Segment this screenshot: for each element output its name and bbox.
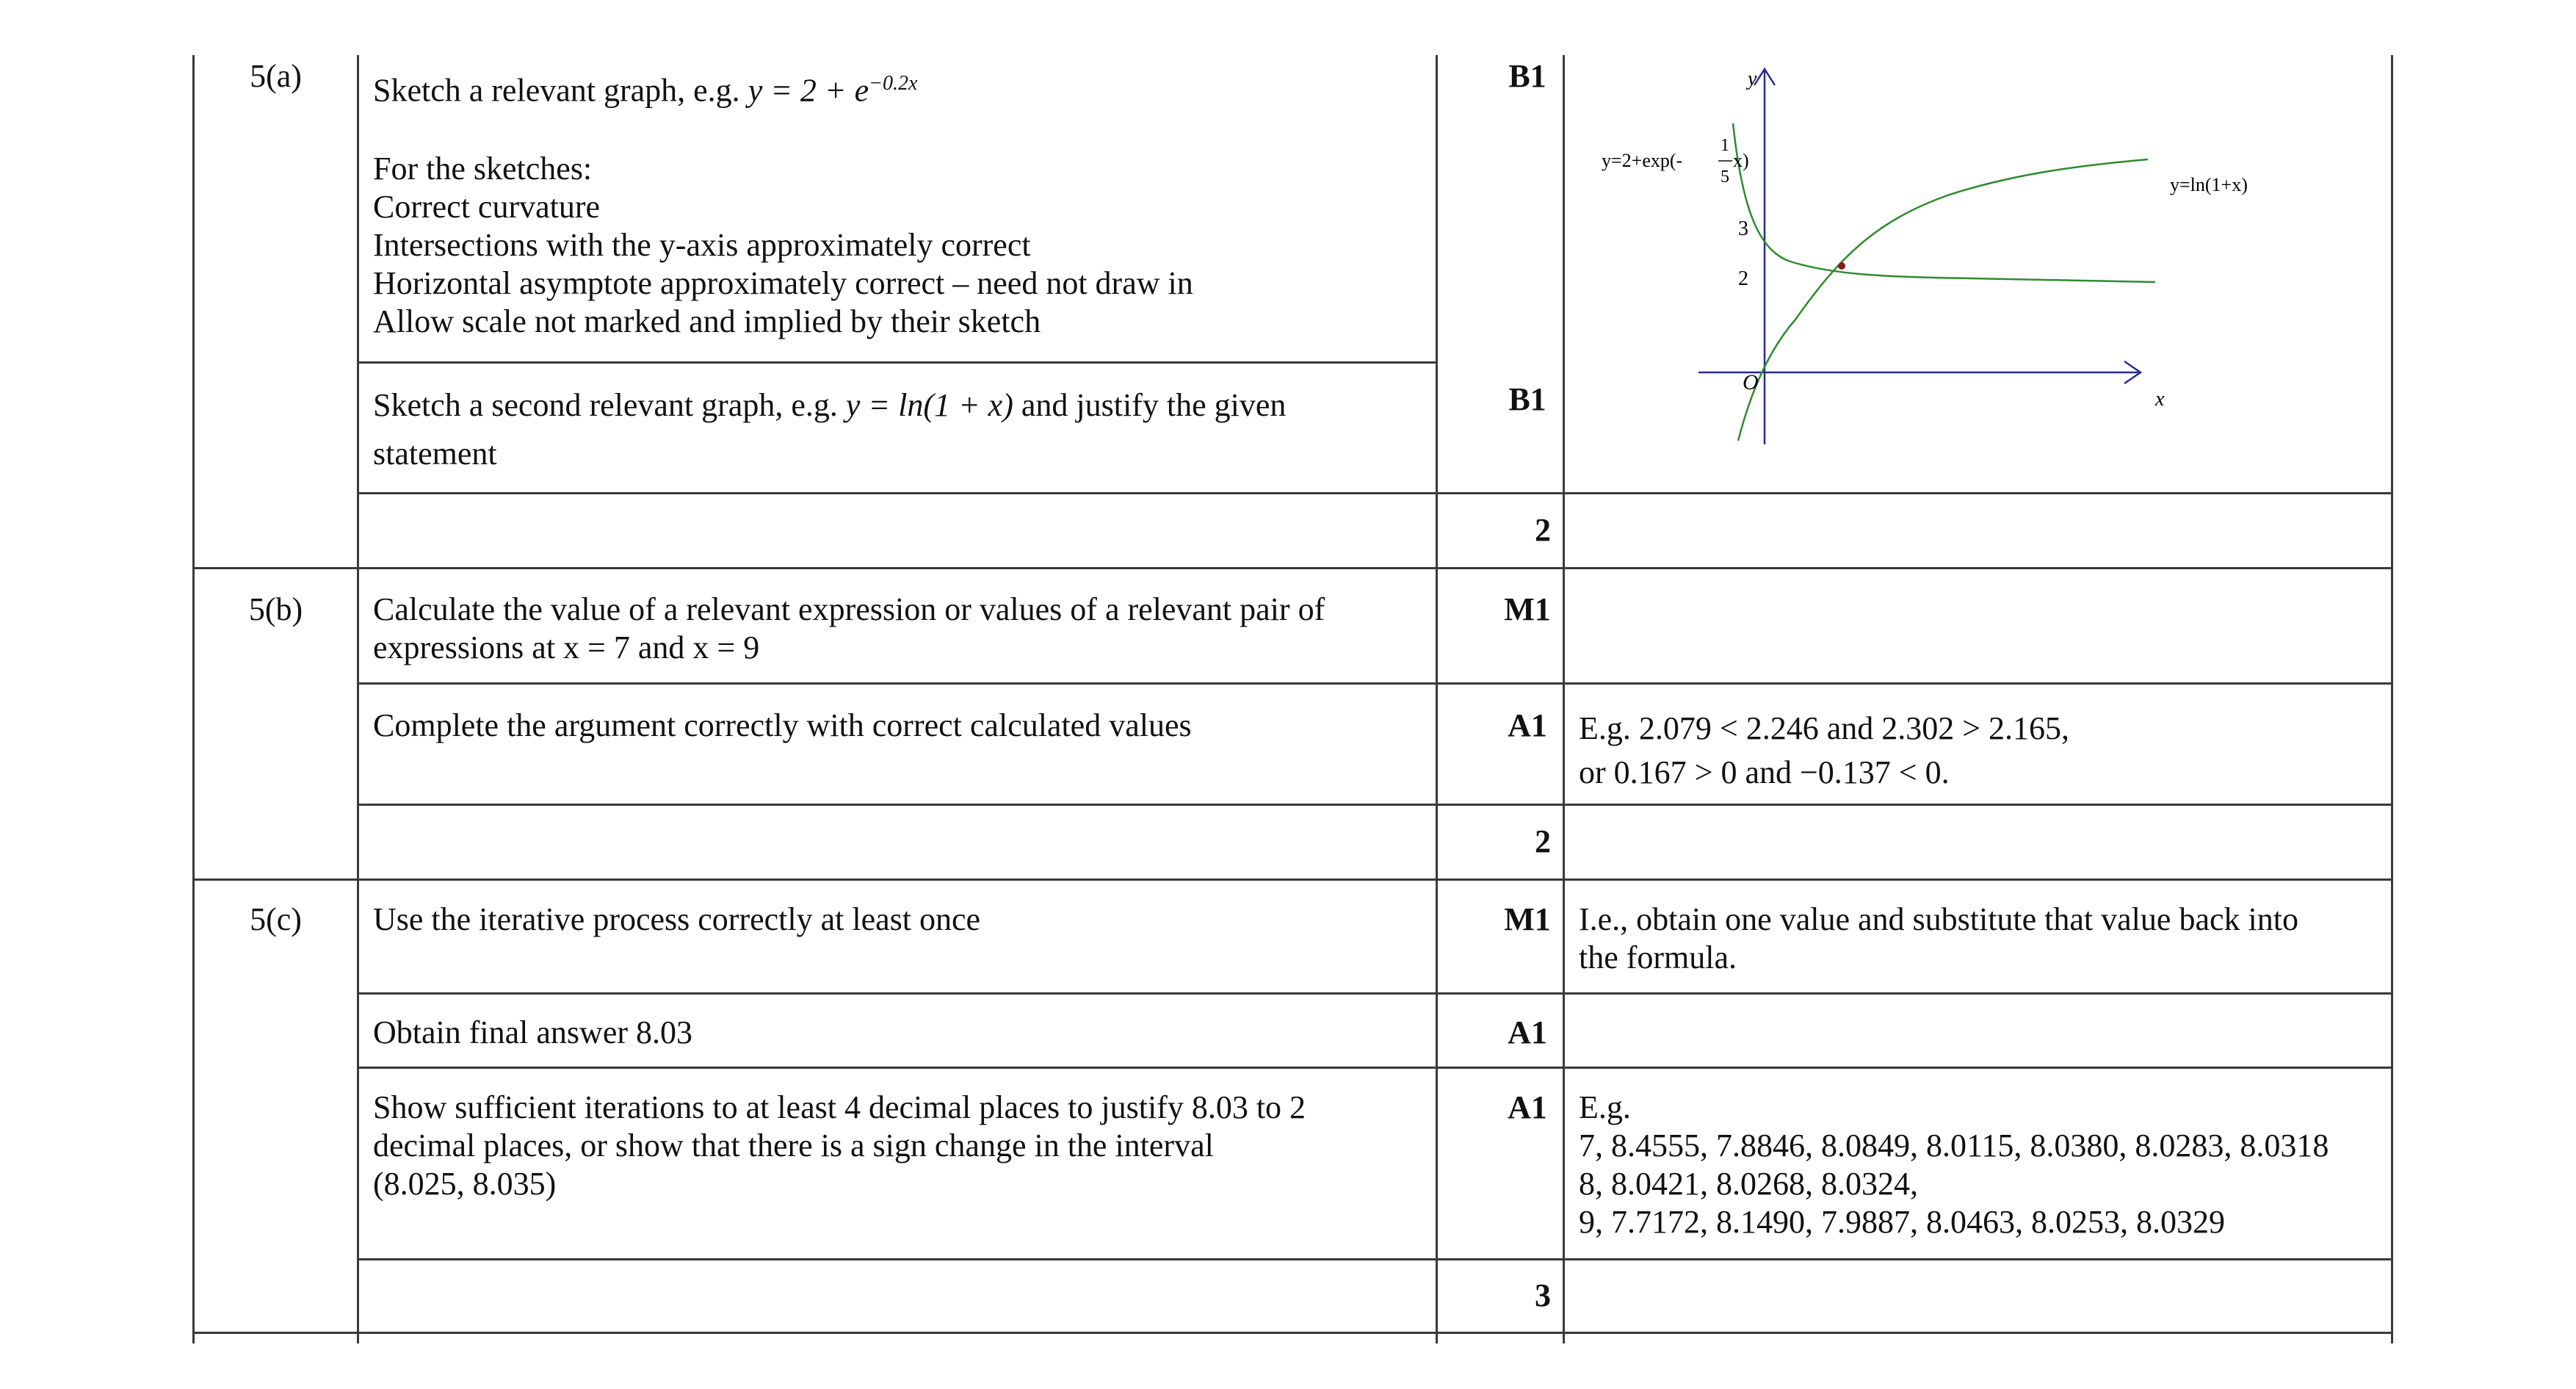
answer-text [373,591,1423,667]
guidance-line: E.g. [1579,1089,1631,1125]
total-marks: 2 [1535,512,1551,548]
math-expression: y = 2 + e [748,72,869,109]
note-line: Intersections with the y-axis approximately correct [373,227,1031,263]
note-line: Horizontal asymptote approximately correct – need not draw in [373,265,1193,301]
answer-text [373,1089,1423,1203]
curve-exp-label-den: 5 [1721,167,1729,187]
total-marks: 3 [1535,1277,1551,1313]
answer-line2: decimal places, or show that there is a sign change in the interval [373,1128,1214,1163]
mark-code: A1 [1508,707,1547,743]
curve-exp [1733,123,2155,282]
curve-exp-label-b: x) [1733,150,1749,171]
mark-code: A1 [1508,1014,1547,1050]
answer-prefix: Sketch a relevant graph, e.g. [373,72,748,109]
col-divider-answer [1436,55,1438,1343]
mark-code: M1 [1504,901,1551,937]
row-divider [192,567,2393,569]
mark-code: A1 [1508,1089,1547,1125]
mark-code: M1 [1504,591,1551,627]
answer-suffix: and justify the given [1013,387,1287,423]
row-divider [357,1067,2393,1069]
row-divider [192,879,2393,881]
col-divider-marks [1563,55,1565,1343]
guidance-text [1579,707,2387,795]
answer-text: Use the iterative process correctly at least once [373,901,981,937]
answer-line2: expressions at x = 7 and x = 9 [373,629,760,665]
answer-text [373,65,1423,110]
row-divider [357,992,2393,995]
guidance-line: 7, 8.4555, 7.8846, 8.0849, 8.0115, 8.0380, 8.0283, 8.0318 [1579,1128,2329,1163]
curve-exp-label-num: 1 [1721,136,1729,155]
answer-line1: Show sufficient iterations to at least 4 decimal places to justify 8.03 to 2 [373,1089,1306,1125]
intersection-point [1838,262,1845,270]
curve-exp-label-a: y=2+exp(- [1602,150,1683,171]
total-marks: 2 [1535,823,1551,859]
row-divider [357,492,2393,494]
table-left-border [192,55,195,1343]
guidance-text [1579,901,2387,977]
guidance-line1: E.g. 2.079 < 2.246 and 2.302 > 2.165, [1579,710,2070,746]
answer-text [373,386,1423,473]
guidance-line: 8, 8.0421, 8.0268, 8.0324, [1579,1166,1918,1202]
row-divider [357,682,2393,685]
guidance-line2: or 0.167 > 0 and −0.137 < 0. [1579,754,1950,790]
x-axis-label: x [2155,388,2165,411]
question-label: 5(a) [250,58,302,94]
answer-line2: statement [373,436,497,472]
math-exponent: −0.2x [869,72,918,95]
curve-ln [1738,159,2148,441]
guidance-line2: the formula. [1579,939,1737,975]
tick-label-2: 2 [1738,267,1748,290]
answer-line3: (8.025, 8.035) [373,1166,557,1202]
answer-prefix: Sketch a second relevant graph, e.g. [373,387,846,423]
question-label: 5(b) [248,591,303,627]
mark-code: B1 [1508,58,1546,94]
note-line: Allow scale not marked and implied by their sketch [373,303,1041,339]
answer-text: Obtain final answer 8.03 [373,1014,692,1050]
origin-label: O [1743,370,1759,394]
table-right-border [2391,55,2393,1343]
answer-line1: Calculate the value of a relevant expression or values of a relevant pair of [373,591,1325,627]
guidance-line: 9, 7.7172, 8.1490, 7.9887, 8.0463, 8.0253, 8.0329 [1579,1204,2225,1240]
question-label: 5(c) [250,901,302,937]
y-axis-label: y [1748,68,1757,90]
answer-notes [373,150,1423,341]
mark-code: B1 [1508,381,1546,417]
note-line: For the sketches: [373,151,593,187]
guidance-line1: I.e., obtain one value and substitute that value back into [1579,901,2298,937]
row-divider [357,1258,2393,1260]
guidance-text [1579,1089,2387,1241]
math-expression: y = ln(1 + x) [845,387,1013,423]
tick-label-3: 3 [1738,217,1748,240]
row-divider [357,361,1438,364]
answer-text: Complete the argument correctly with correct calculated values [373,707,1192,743]
note-line: Correct curvature [373,189,601,225]
table-bottom-border [192,1332,2393,1334]
col-divider-question [357,55,359,1343]
curve-ln-label: y=ln(1+x) [2170,174,2248,195]
row-divider [357,804,2393,806]
sketch-graph [1568,59,2376,470]
